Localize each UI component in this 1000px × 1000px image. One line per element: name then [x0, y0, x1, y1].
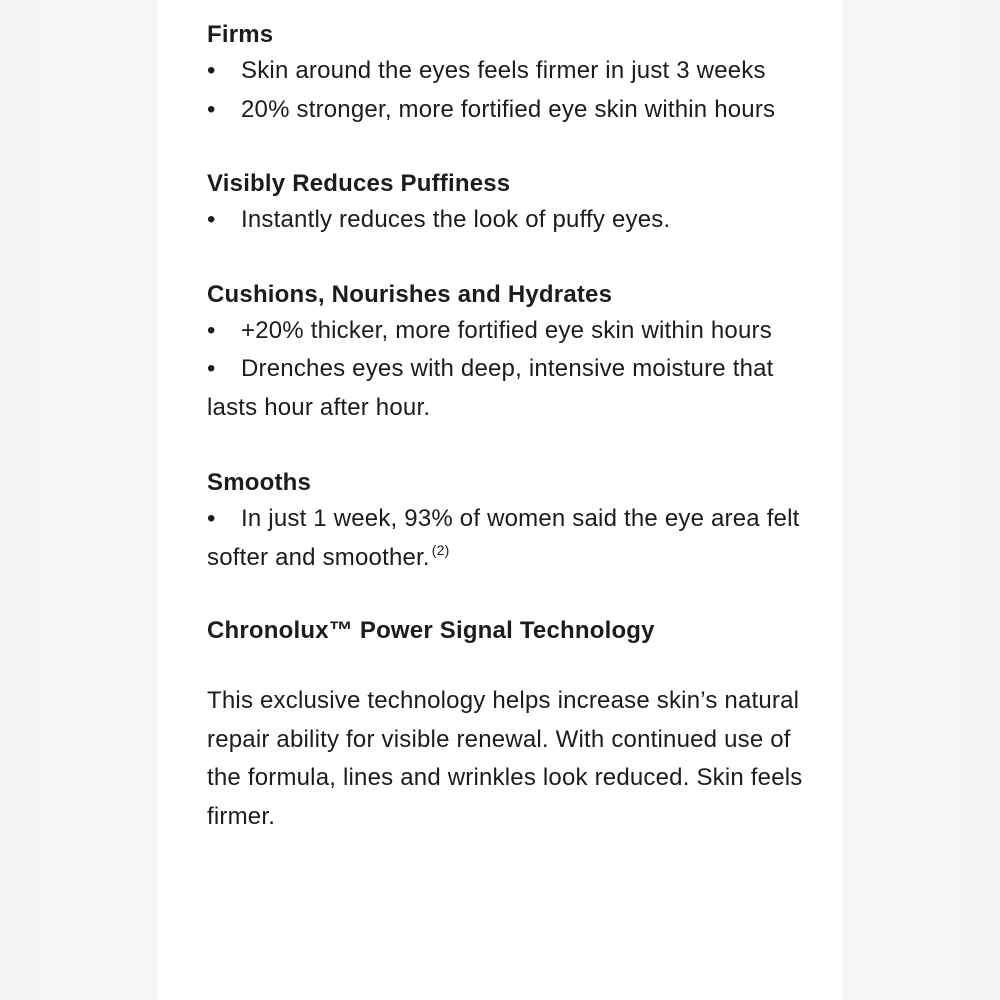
section-smooths [207, 466, 807, 577]
section-heading: Visibly Reduces Puffiness [207, 170, 511, 197]
section-heading: Smooths [207, 469, 312, 496]
list-item-text: Instantly reduces the look of puffy eyes. [241, 206, 671, 233]
list-item-text: +20% thicker, more fortified eye skin within hours [241, 316, 772, 344]
list-item [207, 350, 807, 427]
footnote-ref: (2) [431, 541, 450, 558]
list-item [207, 52, 807, 91]
bullet-icon: • [207, 316, 216, 344]
section-hydrates [207, 278, 807, 428]
list-item-text: 20% stronger, more fortified eye skin within hours [241, 95, 776, 123]
list-item [207, 500, 807, 577]
list-item [207, 91, 807, 130]
list-item [207, 201, 807, 240]
bullet-icon: • [207, 57, 216, 84]
bullet-icon: • [207, 206, 216, 233]
technology-heading: Chronolux™ Power Signal Technology [207, 617, 655, 644]
section-firms [207, 18, 807, 129]
product-benefits [207, 18, 807, 836]
section-heading: Cushions, Nourishes and Hydrates [207, 280, 613, 308]
list-item [207, 312, 807, 351]
section-puffiness [207, 167, 807, 240]
bullet-icon: • [207, 95, 216, 123]
bullet-icon: • [207, 355, 216, 382]
section-heading: Firms [207, 21, 274, 48]
list-item-text: Skin around the eyes feels firmer in just 3 weeks [241, 57, 766, 84]
technology-paragraph: This exclusive technology helps increase skin’s natural repair ability for visible renewal. With continued use of the formula, lines and wrinkles look reduced. Skin feels firmer. [207, 687, 803, 830]
bullet-icon: • [207, 505, 216, 532]
list-item-text: In just 1 week, 93% of women said the eye area felt softer and smoother. [207, 505, 800, 571]
section-technology [207, 614, 807, 836]
list-item-text: Drenches eyes with deep, intensive moisture that lasts hour after hour. [207, 355, 774, 421]
